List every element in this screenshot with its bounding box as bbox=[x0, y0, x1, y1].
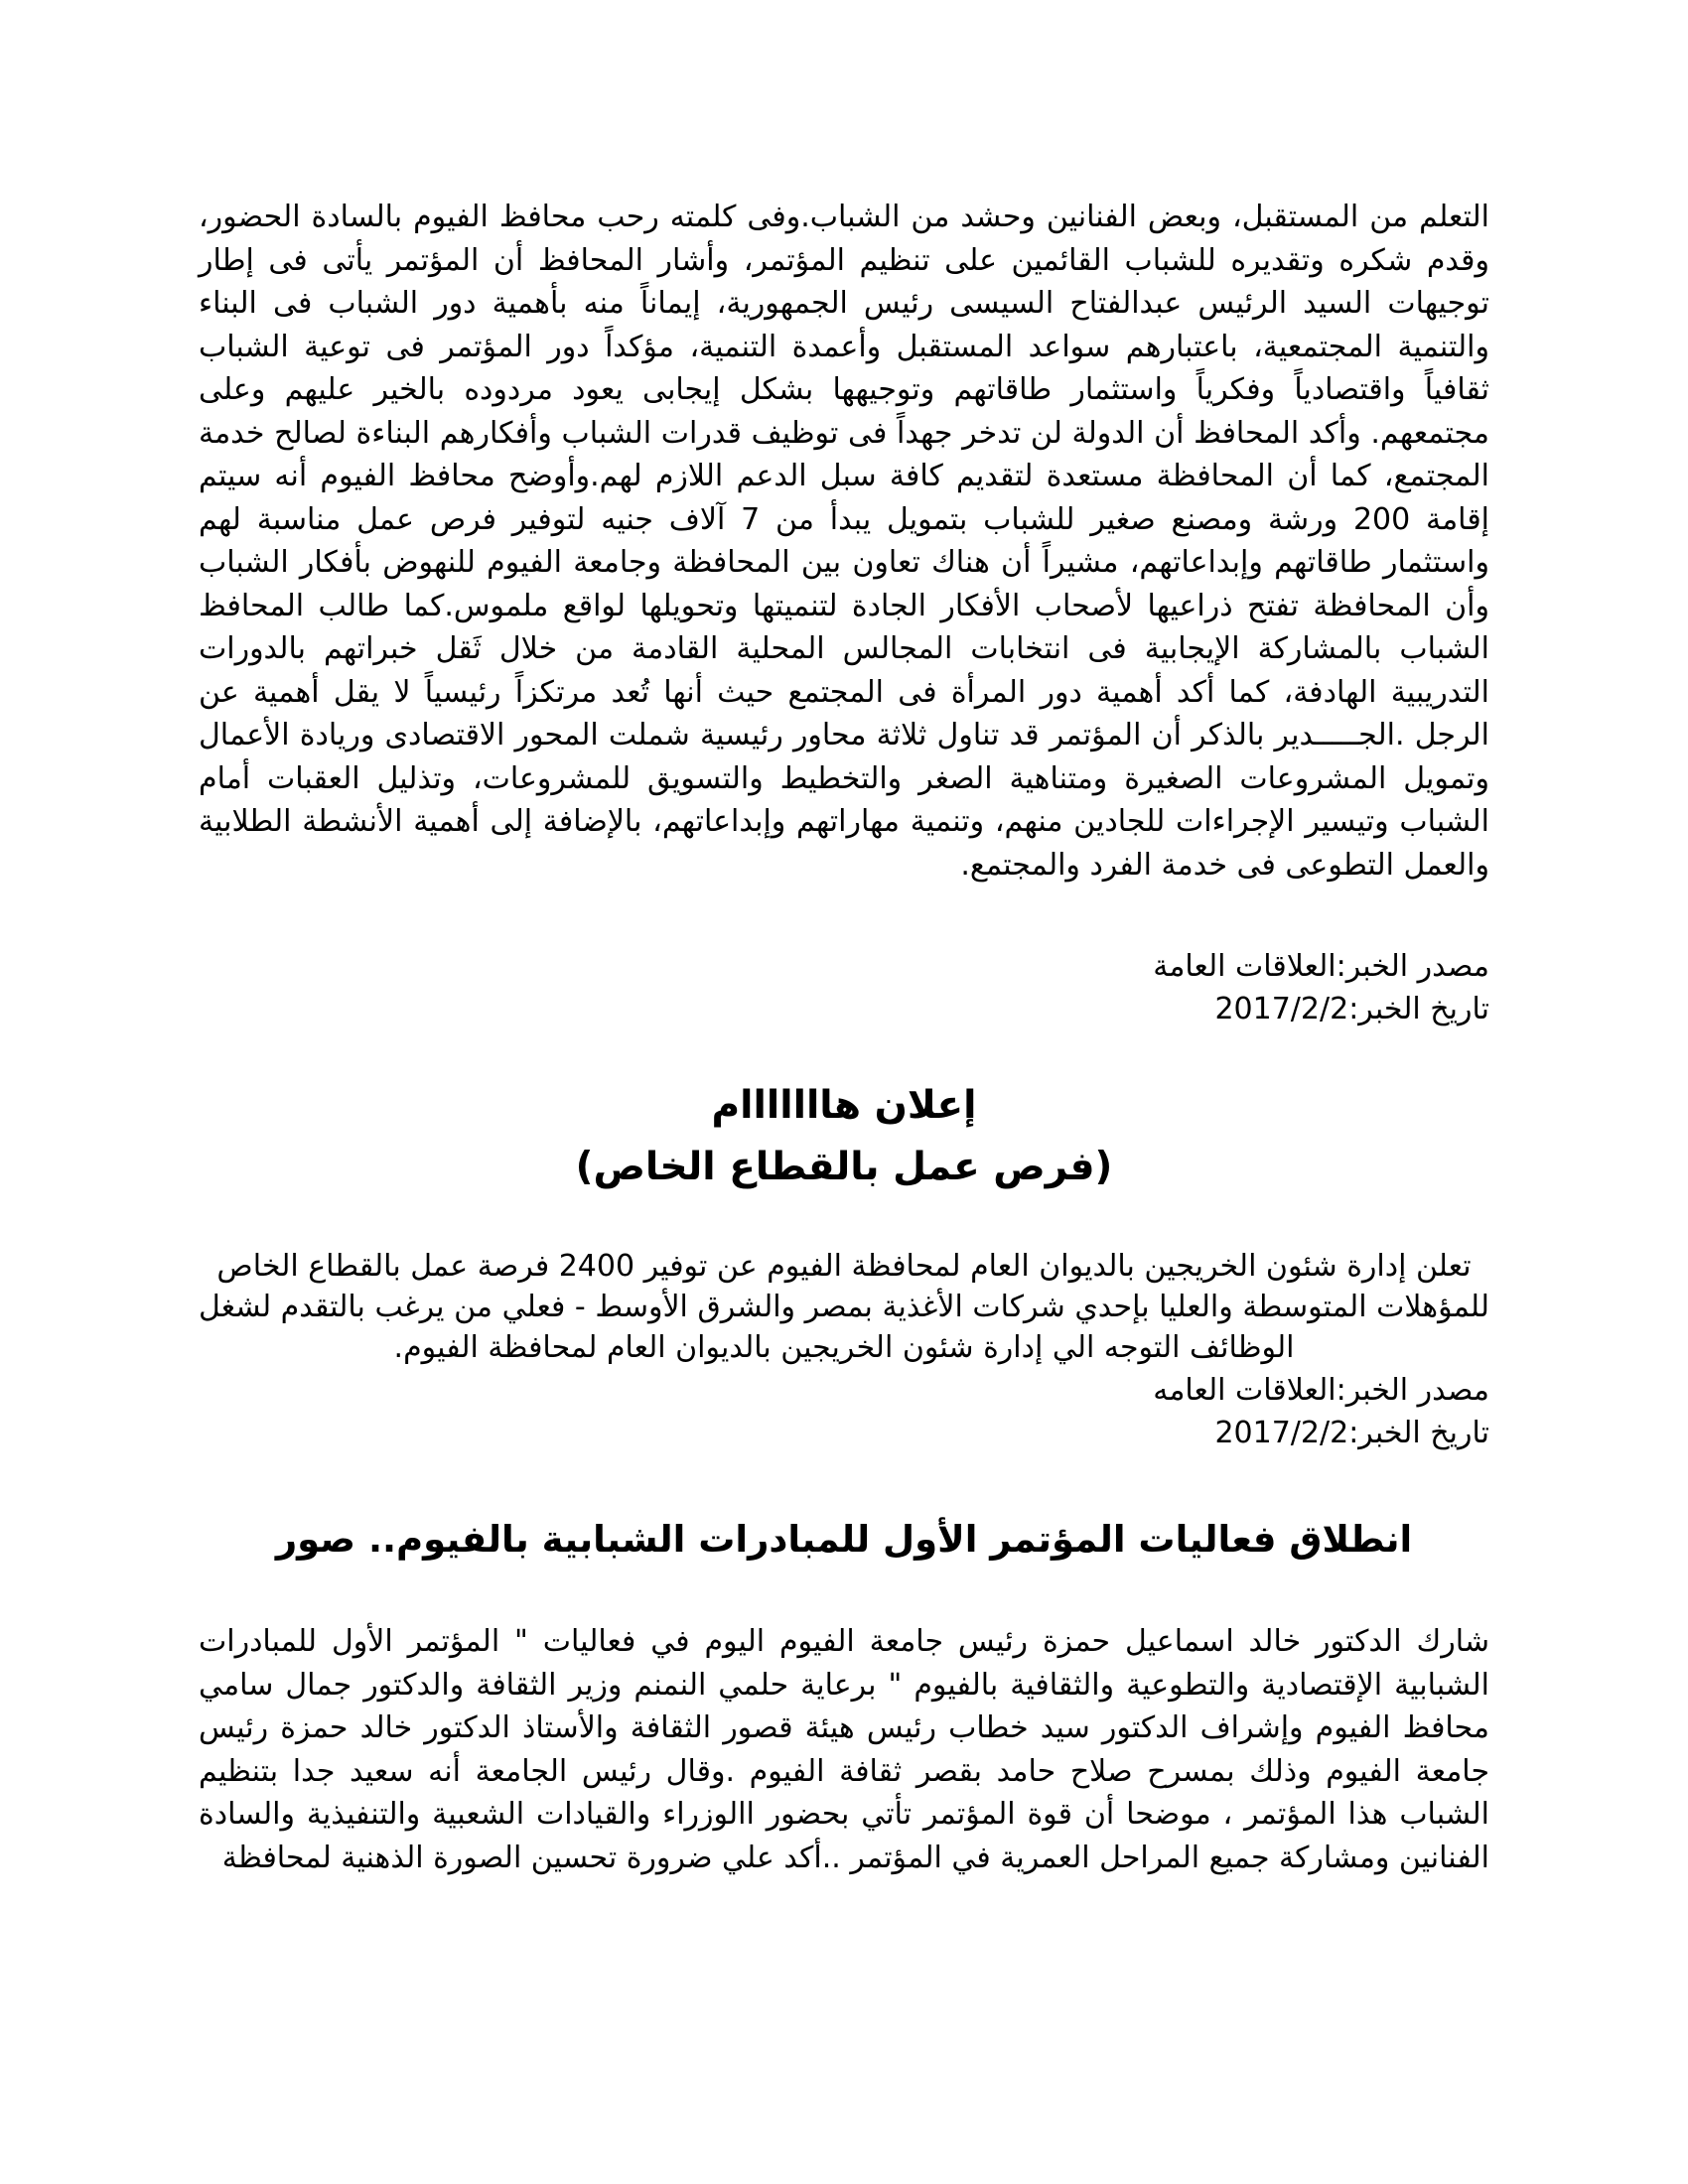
article-title: انطلاق فعاليات المؤتمر الأول للمبادرات الشبابية بالفيوم.. صور bbox=[275, 1518, 1413, 1561]
news-date: تاريخ الخبر:2017/2/2 bbox=[1214, 992, 1489, 1026]
news-date: تاريخ الخبر:2017/2/2 bbox=[1214, 1416, 1489, 1450]
article-meta bbox=[199, 945, 1489, 1030]
announcement-title: إعلان هااااااام bbox=[711, 1083, 977, 1128]
article-paragraph: التعلم من المستقبل، وبعض الفنانين وحشد من الشباب.وفى كلمته رحب محافظ الفيوم بالسادة الحضور، وقدم شكره وتقديره للشباب القائمين على تنظيم المؤتمر، وأشار المحافظ أن المؤتمر يأتى فى إطار توجيهات السيد الرئيس عبدالفتاح السيسى رئيس الجمهورية، إيماناً منه بأهمية دور الشباب فى البناء والتنمية المجتمعية، باعتبارهم سواعد المستقبل وأعمدة التنمية، مؤكداً دور المؤتمر فى توعية الشباب ثقافياً واقتصادياً وفكرياً واستثمار طاقاتهم وتوجيهها بشكل إيجابى يعود مردوده بالخير عليهم وعلى مجتمعهم. وأكد المحافظ أن الدولة لن تدخر جهداً فى توظيف قدرات الشباب وأفكارهم البناءة لصالح خدمة المجتمع، كما أن المحافظة مستعدة لتقديم كافة سبل الدعم اللازم لهم.وأوضح محافظ الفيوم أنه سيتم إقامة 200 ورشة ومصنع صغير للشباب بتمويل يبدأ من 7 آلاف جنيه لتوفير فرص عمل مناسبة لهم واستثمار طاقاتهم وإبداعاتهم، مشيراً أن هناك تعاون بين المحافظة وجامعة الفيوم للنهوض بأفكار الشباب وأن المحافظة تفتح ذراعيها لأصحاب الأفكار الجادة لتنميتها وتحويلها لواقع ملموس.كما طالب المحافظ الشباب بالمشاركة الإيجابية فى انتخابات المجالس المحلية القادمة من خلال ثَقل خبراتهم بالدورات التدريبية الهادفة، كما أكد أهمية دور المرأة فى المجتمع حيث أنها تُعد مرتكزاً رئيسياً لا يقل أهمية عن الرجل .الجـــــدير بالذكر أن المؤتمر قد تناول ثلاثة محاور رئيسية شملت المحور الاقتصادى وريادة الأعمال وتمويل المشروعات الصغيرة ومتناهية الصغر والتخطيط والتسويق للمشروعات، وتذليل العقبات أمام الشباب وتيسير الإجراءات للجادين منهم، وتنمية مهاراتهم وإبداعاتهم، بالإضافة إلى أهمية الأنشطة الطلابية والعمل التطوعى فى خدمة الفرد والمجتمع. bbox=[199, 200, 1489, 883]
announcement-subtitle: (فرص عمل بالقطاع الخاص) bbox=[575, 1145, 1113, 1189]
news-source: مصدر الخبر:العلاقات العامة bbox=[1153, 949, 1489, 984]
announcement-line: تعلن إدارة شئون الخريجين بالديوان العام لمحافظة الفيوم عن توفير 2400 فرصة عمل بالقطاع الخاص bbox=[216, 1249, 1472, 1284]
announcement-meta bbox=[199, 1369, 1489, 1454]
news-source: مصدر الخبر:العلاقات العامه bbox=[1153, 1373, 1489, 1408]
article-paragraph: شارك الدكتور خالد اسماعيل حمزة رئيس جامعة الفيوم اليوم في فعاليات " المؤتمر الأول للمبادرات الشبابية الإقتصادية والتطوعية والثقافية بالفيوم " برعاية حلمي النمنم وزير الثقافة والدكتور جمال سامي محافظ الفيوم وإشراف الدكتور سيد خطاب رئيس هيئة قصور الثقافة والأستاذ الدكتور خالد حمزة رئيس جامعة الفيوم وذلك بمسرح صلاح حامد بقصر ثقافة الفيوم .وقال رئيس الجامعة أنه سعيد جدا بتنظيم الشباب هذا المؤتمر ، موضحا أن قوة المؤتمر تأتي بحضور االوزراء والقيادات الشعبية والتنفيذية والسادة الفنانين ومشاركة جميع المراحل العمرية في المؤتمر ..أكد علي ضرورة تحسين الصورة الذهنية لمحافظة bbox=[199, 1624, 1489, 1875]
announcement-line: للمؤهلات المتوسطة والعليا بإحدي شركات الأغذية بمصر والشرق الأوسط - فعلي من يرغب بالتقدم لشغل bbox=[199, 1290, 1489, 1324]
announcement-paragraph bbox=[199, 1246, 1489, 1368]
announcement-line: الوظائف التوجه الي إدارة شئون الخريجين بالديوان العام لمحافظة الفيوم. bbox=[393, 1330, 1295, 1365]
